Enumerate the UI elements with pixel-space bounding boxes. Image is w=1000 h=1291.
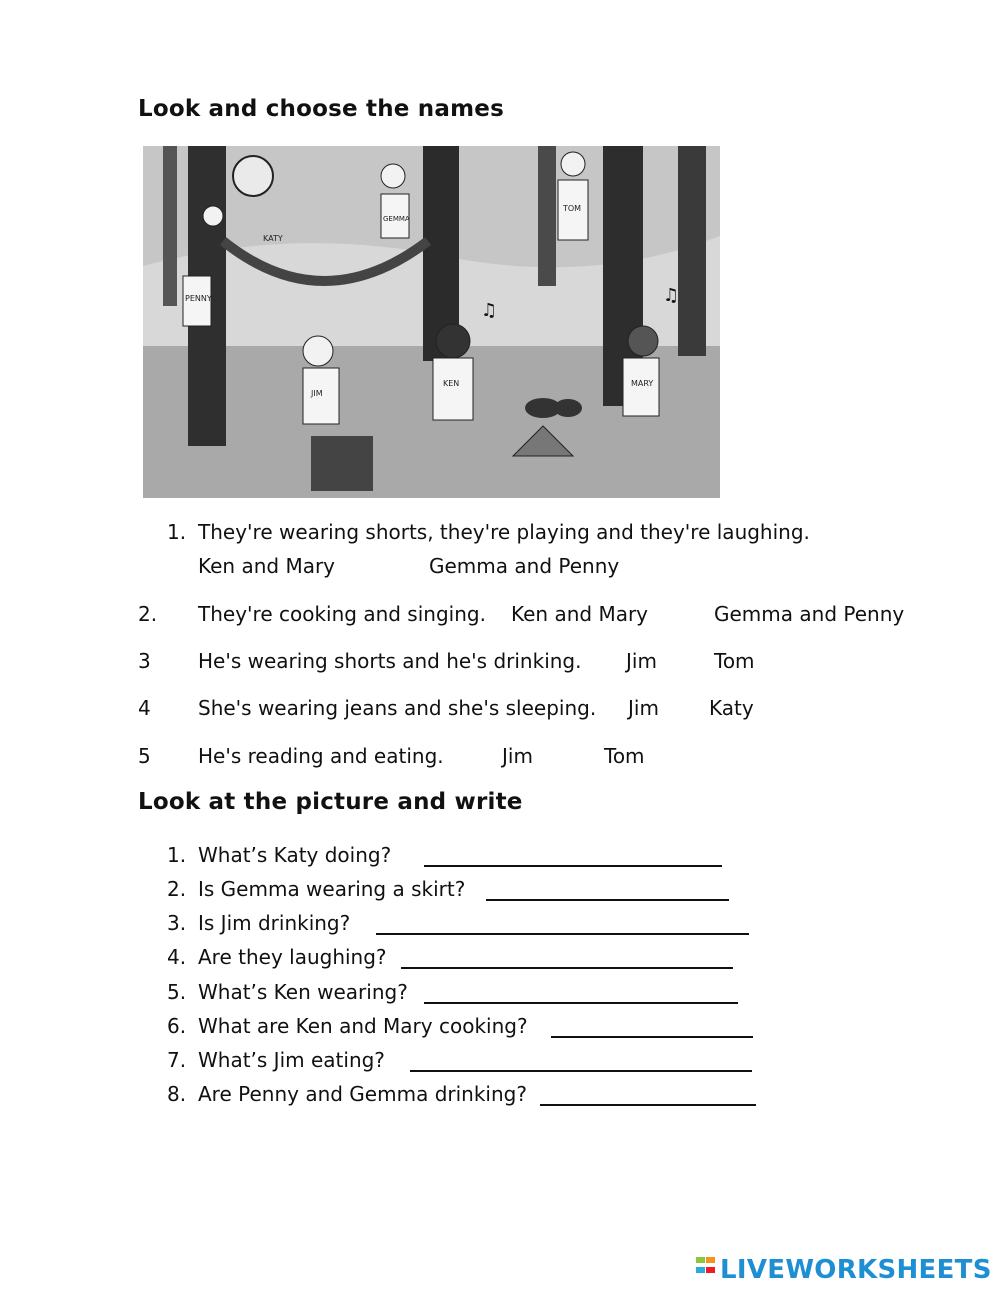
item-question: What’s Ken wearing? bbox=[198, 980, 408, 1004]
logo-tile-icon bbox=[696, 1257, 705, 1263]
answer-blank-6[interactable] bbox=[551, 1036, 753, 1038]
item-text: He's reading and eating. bbox=[198, 744, 444, 768]
answer-blank-7[interactable] bbox=[410, 1070, 752, 1072]
answer-blank-2[interactable] bbox=[486, 899, 729, 901]
tree-trunk-far-right bbox=[678, 146, 706, 356]
ken-head bbox=[436, 324, 470, 358]
tree-trunk-back bbox=[538, 146, 556, 286]
item-number: 4 bbox=[138, 696, 151, 720]
shirt-label-tom: TOM bbox=[563, 204, 582, 213]
jim-head bbox=[303, 336, 333, 366]
logo-tile-icon bbox=[706, 1267, 715, 1273]
item-text: They're wearing shorts, they're playing and they're laughing. bbox=[198, 520, 810, 544]
music-notes-2: ♫ bbox=[663, 285, 680, 306]
item-number: 5 bbox=[138, 744, 151, 768]
item-number: 7. bbox=[167, 1048, 187, 1072]
item-number: 2. bbox=[167, 877, 187, 901]
answer-blank-8[interactable] bbox=[540, 1104, 756, 1106]
option-jim[interactable]: Jim bbox=[628, 696, 659, 720]
item-question: Are Penny and Gemma drinking? bbox=[198, 1082, 527, 1106]
answer-blank-5[interactable] bbox=[424, 1002, 738, 1004]
liveworksheets-logo bbox=[696, 1254, 992, 1286]
shirt-label-penny: PENNY bbox=[185, 294, 212, 303]
item-question: What’s Katy doing? bbox=[198, 843, 392, 867]
park-scene-illustration bbox=[143, 146, 720, 498]
item-number: 3 bbox=[138, 649, 151, 673]
section-heading-write: Look at the picture and write bbox=[138, 789, 523, 815]
item-question: Are they laughing? bbox=[198, 945, 387, 969]
volleyball bbox=[233, 156, 273, 196]
pan-2 bbox=[554, 399, 582, 417]
item-number: 4. bbox=[167, 945, 187, 969]
logo-text: LIVEWORKSHEETS bbox=[720, 1255, 992, 1285]
item-question: What’s Jim eating? bbox=[198, 1048, 385, 1072]
option-jim[interactable]: Jim bbox=[502, 744, 533, 768]
item-question: Is Jim drinking? bbox=[198, 911, 351, 935]
option-katy[interactable]: Katy bbox=[709, 696, 754, 720]
tree-stump bbox=[311, 436, 373, 491]
logo-tile-icon bbox=[696, 1267, 705, 1273]
penny-head bbox=[203, 206, 223, 226]
shirt-label-ken: KEN bbox=[443, 379, 460, 388]
item-question: What are Ken and Mary cooking? bbox=[198, 1014, 528, 1038]
shirt-label-katy: KATY bbox=[263, 234, 283, 243]
shirt-label-gemma: GEMMA bbox=[383, 215, 410, 223]
option-jim[interactable]: Jim bbox=[626, 649, 657, 673]
option-tom[interactable]: Tom bbox=[604, 744, 645, 768]
item-question: Is Gemma wearing a skirt? bbox=[198, 877, 466, 901]
music-notes: ♫ bbox=[481, 300, 498, 321]
shirt-label-jim: JIM bbox=[311, 389, 323, 398]
answer-blank-3[interactable] bbox=[376, 933, 749, 935]
item-number: 2. bbox=[138, 602, 158, 626]
item-number: 8. bbox=[167, 1082, 187, 1106]
option-gemma-and-penny[interactable]: Gemma and Penny bbox=[429, 554, 620, 578]
mary-head bbox=[628, 326, 658, 356]
option-ken-and-mary[interactable]: Ken and Mary bbox=[198, 554, 336, 578]
option-ken-and-mary[interactable]: Ken and Mary bbox=[511, 602, 649, 626]
answer-blank-1[interactable] bbox=[424, 865, 722, 867]
item-text: She's wearing jeans and she's sleeping. bbox=[198, 696, 597, 720]
item-number: 1. bbox=[167, 843, 187, 867]
tom-head bbox=[561, 152, 585, 176]
item-number: 1. bbox=[167, 520, 187, 544]
item-number: 5. bbox=[167, 980, 187, 1004]
answer-blank-4[interactable] bbox=[401, 967, 733, 969]
item-text: He's wearing shorts and he's drinking. bbox=[198, 649, 582, 673]
item-text: They're cooking and singing. bbox=[198, 602, 486, 626]
shirt-label-mary: MARY bbox=[631, 379, 654, 388]
logo-tiles-icon bbox=[696, 1257, 716, 1283]
logo-tile-icon bbox=[706, 1257, 715, 1263]
gemma-head bbox=[381, 164, 405, 188]
option-gemma-and-penny[interactable]: Gemma and Penny bbox=[714, 602, 905, 626]
tree-trunk-thin bbox=[163, 146, 177, 306]
item-number: 6. bbox=[167, 1014, 187, 1038]
item-number: 3. bbox=[167, 911, 187, 935]
park-scene-svg bbox=[143, 146, 720, 498]
ken-shirt bbox=[433, 358, 473, 420]
option-tom[interactable]: Tom bbox=[714, 649, 755, 673]
section-heading-choose: Look and choose the names bbox=[138, 96, 504, 122]
